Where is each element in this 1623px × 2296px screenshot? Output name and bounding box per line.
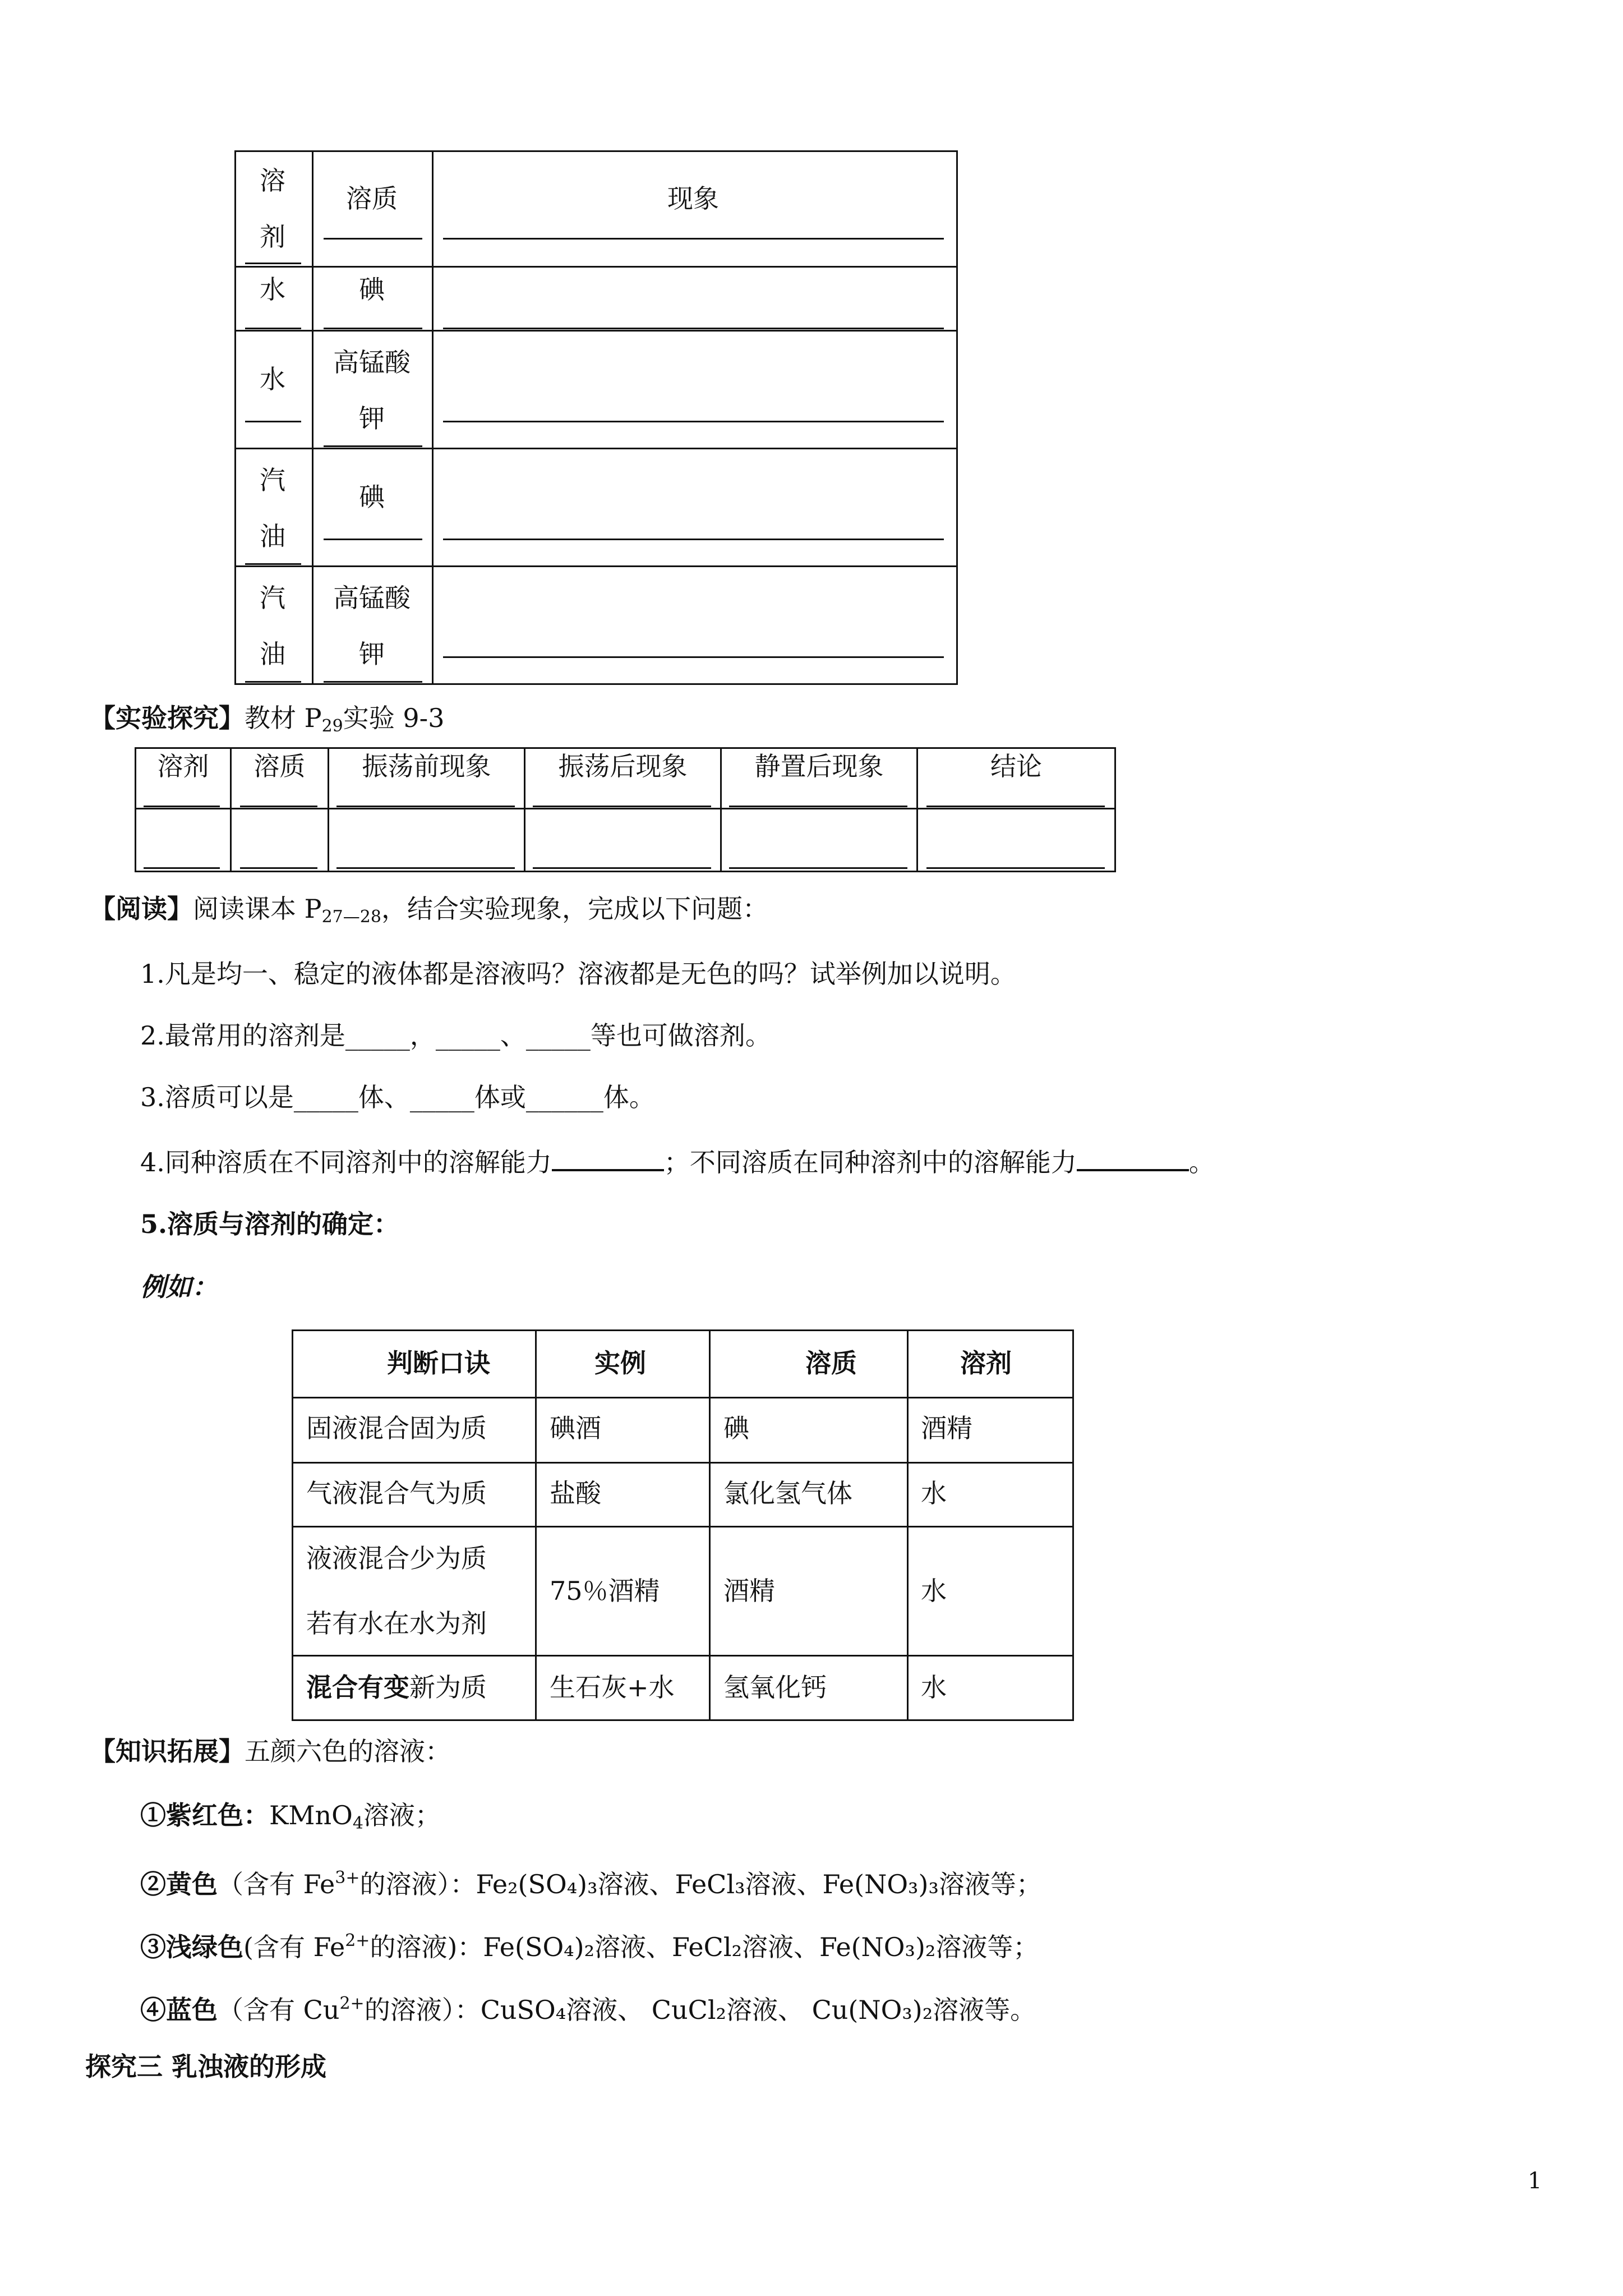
reading-line bbox=[90, 892, 768, 934]
table1-row1-solvent: 水 bbox=[260, 274, 285, 305]
question-4: 4.同种溶质在不同溶剂中的溶解能力 ；不同溶质在同种溶剂中的溶解能力 。 bbox=[140, 1144, 1215, 1179]
table3-row3-rule-a: 液液混合少为质 bbox=[306, 1543, 487, 1573]
table3-row4-example: 生石灰+水 bbox=[550, 1672, 675, 1703]
example-label: 例如： bbox=[140, 1272, 218, 1302]
table3-row4-rule: 混合有变新为质 bbox=[306, 1672, 487, 1703]
experiment-id: 实验 9-3 bbox=[343, 703, 445, 733]
color-purple: ①紫红色：KMnO$_4$溶液； bbox=[140, 1800, 441, 1833]
table1-row3-solute: 碘 bbox=[359, 482, 385, 512]
table2-header-before: 振荡前现象 bbox=[362, 751, 491, 781]
experiment-label: 【实验探究】 bbox=[90, 703, 245, 733]
table3-row2-example: 盐酸 bbox=[550, 1478, 601, 1508]
table3-row2-rule: 气液混合气为质 bbox=[306, 1478, 487, 1508]
table3-header-rule: 判断口诀 bbox=[387, 1348, 490, 1378]
extension-line bbox=[90, 1734, 451, 1768]
table3-row3-example: 75％酒精 bbox=[550, 1576, 660, 1606]
table1-header-solute: 溶质 bbox=[346, 183, 398, 214]
table3-header-solvent: 溶剂 bbox=[960, 1348, 1012, 1378]
table2-header-solute: 溶质 bbox=[253, 751, 306, 781]
color-light-green: ③浅绿色(含有 $Fe^{2+}$的溶液)：Fe(SO₄)₂溶液、FeCl₂溶液、Fe(NO₃)₂溶液等； bbox=[140, 1931, 1039, 1962]
reading-page-sub: 27—28 bbox=[321, 907, 381, 927]
table3-row4-solvent: 水 bbox=[921, 1672, 947, 1703]
reading-label: 【阅读】 bbox=[90, 894, 193, 924]
table3-header-example: 实例 bbox=[594, 1348, 646, 1378]
table3-row3-rule-b: 若有水在水为剂 bbox=[306, 1608, 487, 1639]
extension-text: 五颜六色的溶液： bbox=[245, 1736, 451, 1766]
table1-header-solvent: 溶剂 bbox=[260, 165, 285, 252]
experiment-line bbox=[90, 701, 444, 743]
table3-row3-solute: 酒精 bbox=[723, 1576, 775, 1606]
table3-row1-rule: 固液混合固为质 bbox=[306, 1413, 487, 1443]
table3-row3-solvent: 水 bbox=[921, 1576, 947, 1606]
table3-row1-example: 碘酒 bbox=[550, 1413, 601, 1443]
experiment-text: 教材 P bbox=[245, 703, 322, 733]
color-blue: ④蓝色（含有 $Cu^{2+}$的溶液）：CuSO₄溶液、 CuCl₂溶液、 Cu(NO₃)₂溶液等。 bbox=[140, 1994, 1036, 2025]
table1-row2-solvent: 水 bbox=[260, 364, 285, 394]
table1-row1-solute: 碘 bbox=[359, 274, 385, 305]
color-yellow: ②黄色（含有 $Fe^{3+}$的溶液）：Fe₂(SO₄)₃溶液、FeCl₃溶液、Fe(NO₃)₃溶液等； bbox=[140, 1868, 1042, 1899]
page-number: 1 bbox=[1528, 2168, 1542, 2194]
table3-row2-solute: 氯化氢气体 bbox=[723, 1478, 852, 1508]
section-heading: 探究三 乳浊液的形成 bbox=[85, 2051, 327, 2082]
table3-row1-solute: 碘 bbox=[723, 1413, 749, 1443]
table1-row4-solvent: 汽油 bbox=[260, 583, 285, 669]
table2-header-settle: 静置后现象 bbox=[754, 751, 884, 781]
question-1: 1.凡是均一、稳定的液体都是溶液吗？溶液都是无色的吗？试举例加以说明。 bbox=[140, 959, 1016, 989]
table3-row1-solvent: 酒精 bbox=[921, 1413, 972, 1443]
table2-header-conclusion: 结论 bbox=[990, 751, 1042, 781]
table3-row4-solute: 氢氧化钙 bbox=[723, 1672, 827, 1703]
reading-instruction: ，结合实验现象，完成以下问题： bbox=[381, 894, 768, 924]
table3-row2-solvent: 水 bbox=[921, 1478, 947, 1508]
table3-header-solute: 溶质 bbox=[805, 1348, 857, 1378]
table2-header-solvent: 溶剂 bbox=[157, 751, 209, 781]
table2-header-after: 振荡后现象 bbox=[558, 751, 688, 781]
question-2: 2.最常用的溶剂是_____，_____、_____等也可做溶剂。 bbox=[140, 1020, 771, 1051]
reading-text: 阅读课本 P bbox=[193, 894, 322, 924]
table1-row4-solute: 高锰酸钾 bbox=[333, 583, 411, 669]
question-3: 3.溶质可以是_____体、_____体或______体。 bbox=[140, 1082, 655, 1112]
table1-row2-solute: 高锰酸钾 bbox=[333, 347, 411, 434]
table1-header-phenomenon: 现象 bbox=[667, 183, 719, 214]
table1-row3-solvent: 汽油 bbox=[260, 465, 285, 551]
experiment-page-sub: 29 bbox=[321, 716, 343, 736]
extension-label: 【知识拓展】 bbox=[90, 1736, 245, 1766]
question-5: 5.溶质与溶剂的确定： bbox=[140, 1209, 400, 1239]
